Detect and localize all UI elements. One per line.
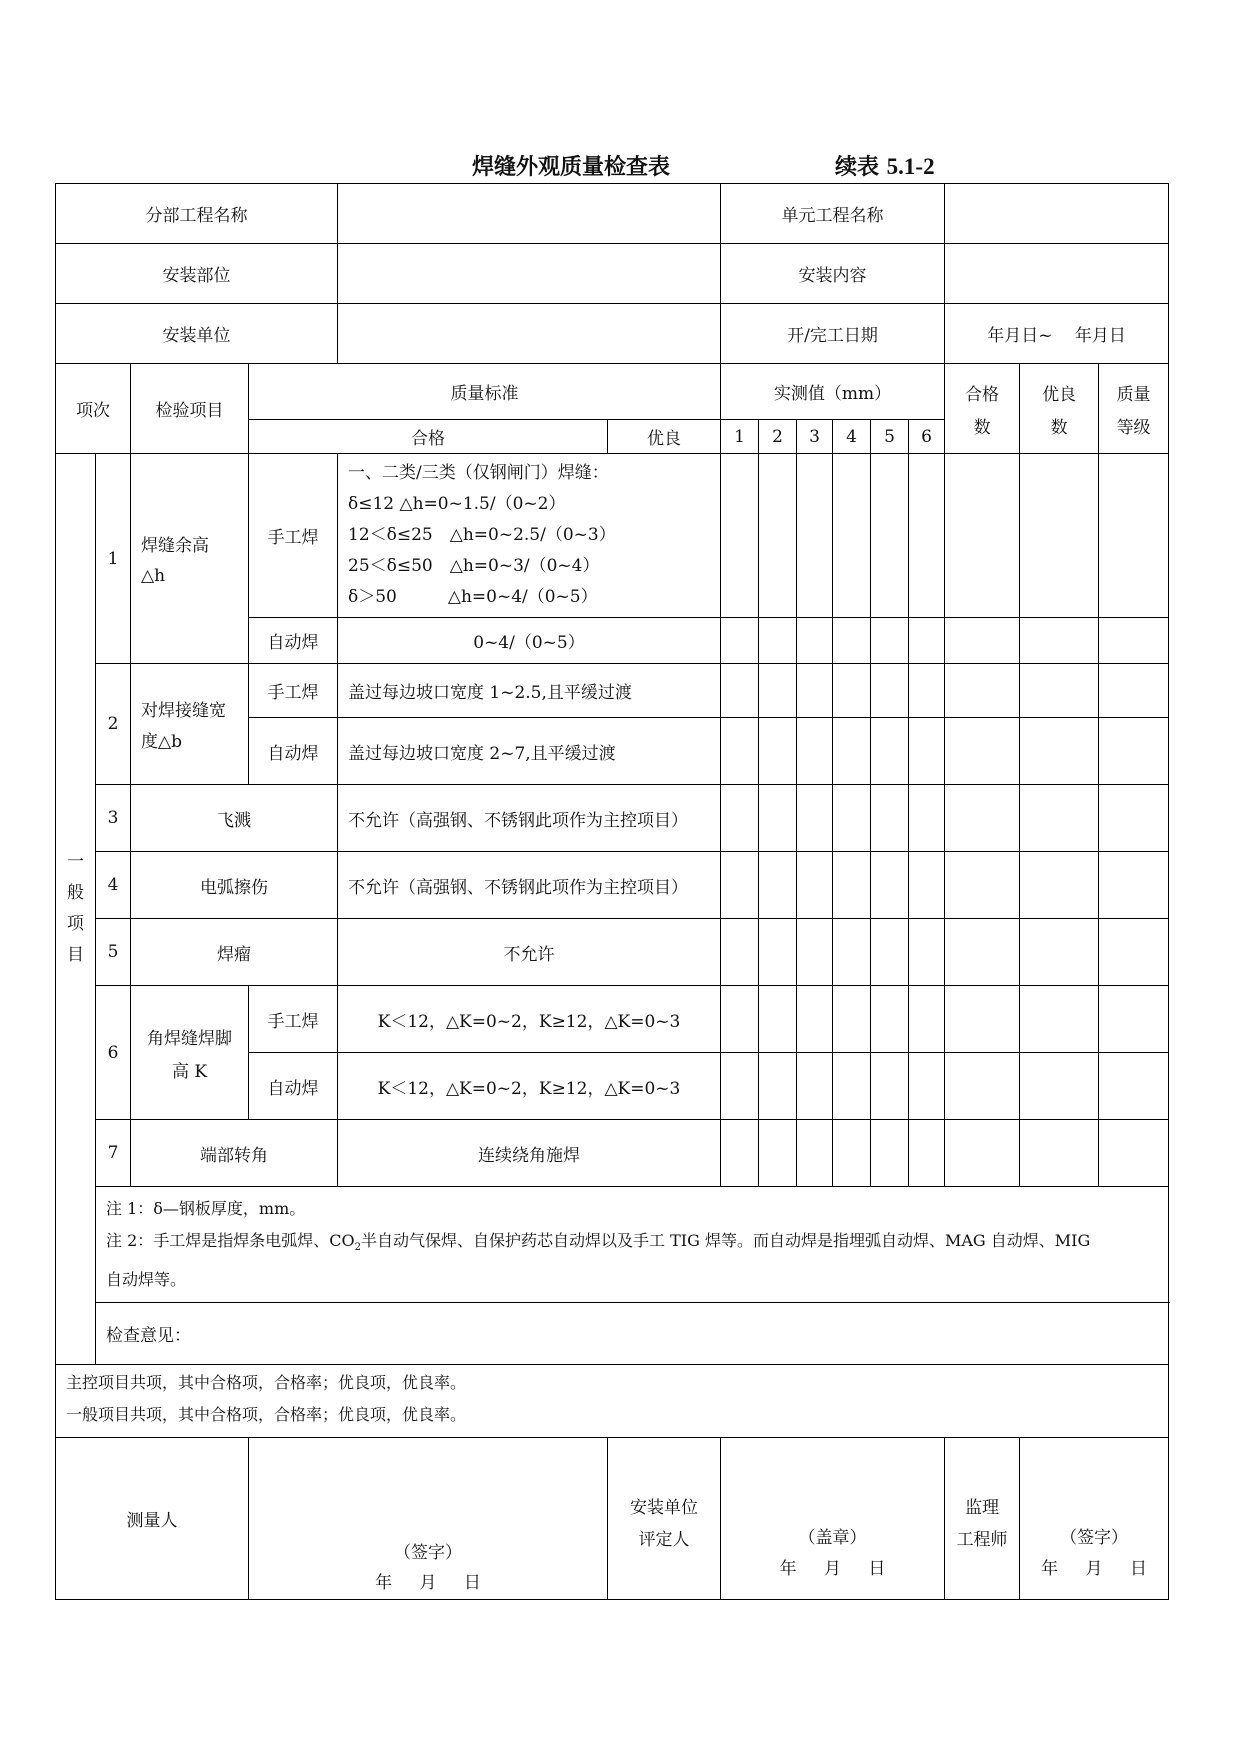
measure-cell[interactable] — [759, 718, 797, 785]
install-company-label: 安装单位 — [56, 304, 338, 364]
measure-cell[interactable] — [833, 919, 871, 986]
table-row-3 — [56, 785, 1169, 852]
measure-cell[interactable] — [833, 1120, 871, 1187]
grade-cell[interactable] — [1099, 785, 1169, 852]
measure-cell[interactable] — [909, 986, 945, 1053]
measure-cell[interactable] — [797, 718, 833, 785]
method-auto-1: 自动焊 — [249, 618, 338, 664]
pass-count-cell[interactable] — [945, 986, 1020, 1053]
pass-count-cell[interactable] — [945, 785, 1020, 852]
measure-cell[interactable] — [721, 664, 759, 718]
measure-cell[interactable] — [721, 718, 759, 785]
measure-cell[interactable] — [871, 1120, 909, 1187]
seal-label: （盖章） — [798, 1528, 867, 1549]
evaluator-label-cell — [608, 1438, 721, 1600]
supervisor-label-2: 工程师 — [956, 1530, 1008, 1551]
excellent-count-cell[interactable] — [1020, 1053, 1099, 1120]
measure-cell[interactable] — [759, 618, 797, 664]
standard-1-manual: 一、二类/三类（仅钢闸门）焊缝： δ≤12 △h=0~1.5/（0~2） 12＜δ≤25 △h=0~2.5/（0~3） 25＜δ≤50 △h=0~3/（0~4） δ＞50 △h=0~4/（0~5） — [338, 454, 721, 618]
supervisor-label-cell — [945, 1438, 1020, 1600]
date-label-3: 年 月 日 — [1041, 1559, 1147, 1580]
method-manual-2: 手工焊 — [249, 664, 338, 718]
measure-cell[interactable] — [721, 986, 759, 1053]
measure-cell[interactable] — [797, 852, 833, 919]
measure-cell[interactable] — [797, 1120, 833, 1187]
measure-cell[interactable] — [909, 664, 945, 718]
measure-cell[interactable] — [721, 852, 759, 919]
measure-cell[interactable] — [759, 919, 797, 986]
measure-cell[interactable] — [721, 919, 759, 986]
col-measured: 实测值（mm） — [721, 364, 945, 420]
note-2: 注 2：手工焊是指焊条电弧焊、$CO_2$半自动气保焊、自保护药芯自动焊以及手工 TIG 焊等。而自动焊是指埋弧自动焊、MAG 自动焊、MIG — [106, 1231, 1091, 1254]
document-title: 焊缝外观质量检查表 — [472, 154, 671, 180]
signature-row — [56, 1438, 1169, 1600]
pass-count-cell[interactable] — [945, 1120, 1020, 1187]
measure-cell[interactable] — [797, 664, 833, 718]
pass-count-cell[interactable] — [945, 852, 1020, 919]
col-measure-4: 4 — [833, 420, 871, 454]
measure-cell[interactable] — [721, 1120, 759, 1187]
col-pass-count: 合格 数 — [945, 364, 1020, 454]
measure-cell[interactable] — [797, 618, 833, 664]
measure-cell[interactable] — [833, 454, 871, 618]
item-no-2: 2 — [96, 664, 131, 785]
measure-cell[interactable] — [909, 785, 945, 852]
evaluator-label-1: 安装单位 — [630, 1498, 698, 1519]
method-auto-2: 自动焊 — [249, 718, 338, 785]
sign-label-1: （签字） — [394, 1543, 462, 1564]
col-measure-5: 5 — [871, 420, 909, 454]
date-label-1: 年 月 日 — [375, 1573, 481, 1594]
col-measure-2: 2 — [759, 420, 797, 454]
measure-cell[interactable] — [721, 1053, 759, 1120]
measure-cell[interactable] — [909, 1053, 945, 1120]
standard-6-auto: K＜12，△K=0~2，K≥12，△K=0~3 — [338, 1053, 721, 1120]
measure-cell[interactable] — [833, 718, 871, 785]
pass-count-cell[interactable] — [945, 718, 1020, 785]
standard-2-auto: 盖过每边坡口宽度 2~7,且平缓过渡 — [338, 718, 721, 785]
excellent-count-cell[interactable] — [1020, 454, 1099, 618]
item-no-1: 1 — [96, 454, 131, 664]
excellent-count-cell[interactable] — [1020, 718, 1099, 785]
item-spatter: 飞溅 — [131, 785, 338, 852]
method-auto-6: 自动焊 — [249, 1053, 338, 1120]
measure-cell[interactable] — [721, 618, 759, 664]
grade-cell[interactable] — [1099, 618, 1169, 664]
measure-cell[interactable] — [833, 1053, 871, 1120]
table-number: 续表 5.1-2 — [835, 154, 935, 180]
document-title-bar — [0, 150, 1241, 182]
measure-cell[interactable] — [759, 1120, 797, 1187]
install-content-label: 安装内容 — [721, 244, 945, 304]
supervisor-signature-cell[interactable] — [1020, 1438, 1169, 1600]
inspection-opinion-row — [56, 1303, 1169, 1365]
category-general-items: 一般项目 — [56, 454, 96, 1365]
standard-3: 不允许（高强钢、不锈钢此项作为主控项目） — [338, 785, 721, 852]
excellent-count-cell[interactable] — [1020, 785, 1099, 852]
item-butt-weld-width: 对焊接缝宽 度△b — [131, 664, 249, 785]
standard-1-auto: 0~4/（0~5） — [338, 618, 721, 664]
summary — [56, 1365, 1169, 1438]
table-row-6-manual — [56, 986, 1169, 1053]
measure-cell[interactable] — [871, 664, 909, 718]
surveyor-label: 测量人 — [126, 1511, 178, 1532]
inspection-opinion[interactable]: 检查意见： — [96, 1303, 1169, 1365]
measure-cell[interactable] — [797, 785, 833, 852]
evaluator-label-2: 评定人 — [638, 1530, 690, 1551]
col-check-item: 检验项目 — [131, 364, 249, 454]
excellent-count-cell[interactable] — [1020, 1120, 1099, 1187]
table-row-4 — [56, 852, 1169, 919]
col-excellent-count: 优良 数 — [1020, 364, 1099, 454]
item-no-4: 4 — [96, 852, 131, 919]
item-no-3: 3 — [96, 785, 131, 852]
measure-cell[interactable] — [871, 718, 909, 785]
col-measure-6: 6 — [909, 420, 945, 454]
col-qualified: 合格 — [249, 420, 608, 454]
measure-cell[interactable] — [833, 852, 871, 919]
standard-6-manual: K＜12，△K=0~2，K≥12，△K=0~3 — [338, 986, 721, 1053]
measure-cell[interactable] — [871, 785, 909, 852]
measure-cell[interactable] — [759, 454, 797, 618]
standard-7: 连续绕角施焊 — [338, 1120, 721, 1187]
item-fillet-leg: 角焊缝焊脚 高 K — [131, 986, 249, 1120]
measure-cell[interactable] — [871, 986, 909, 1053]
grade-cell[interactable] — [1099, 454, 1169, 618]
method-manual-6: 手工焊 — [249, 986, 338, 1053]
item-no-6: 6 — [96, 986, 131, 1120]
item-no-5: 5 — [96, 919, 131, 986]
unit-project-name-field[interactable] — [945, 184, 1169, 244]
header-row-2 — [56, 244, 1169, 304]
grade-cell[interactable] — [1099, 1053, 1169, 1120]
evaluator-signature-cell[interactable] — [721, 1438, 945, 1600]
measure-cell[interactable] — [759, 852, 797, 919]
measure-cell[interactable] — [833, 664, 871, 718]
supervisor-label-1: 监理 — [965, 1498, 1000, 1519]
measure-cell[interactable] — [797, 1053, 833, 1120]
pass-count-cell[interactable] — [945, 454, 1020, 618]
measure-cell[interactable] — [759, 664, 797, 718]
summary-main: 主控项目共项，其中合格项，合格率；优良项，优良率。 — [66, 1373, 467, 1393]
grade-cell[interactable] — [1099, 1120, 1169, 1187]
col-quality-standard: 质量标准 — [249, 364, 721, 420]
table-row-7 — [56, 1120, 1169, 1187]
excellent-count-cell[interactable] — [1020, 852, 1099, 919]
grade-cell[interactable] — [1099, 852, 1169, 919]
notes — [96, 1187, 1169, 1303]
item-no-7: 7 — [96, 1120, 131, 1187]
item-weld-overlap: 焊瘤 — [131, 919, 338, 986]
excellent-count-cell[interactable] — [1020, 664, 1099, 718]
measure-cell[interactable] — [871, 454, 909, 618]
measure-cell[interactable] — [871, 1053, 909, 1120]
excellent-count-cell[interactable] — [1020, 919, 1099, 986]
col-quality-grade: 质量 等级 — [1099, 364, 1169, 454]
measure-cell[interactable] — [909, 618, 945, 664]
grade-cell[interactable] — [1099, 919, 1169, 986]
notes-row — [56, 1187, 1169, 1303]
measure-cell[interactable] — [909, 919, 945, 986]
measure-cell[interactable] — [759, 986, 797, 1053]
unit-project-name-label: 单元工程名称 — [721, 184, 945, 244]
measure-cell[interactable] — [759, 785, 797, 852]
measure-cell[interactable] — [871, 919, 909, 986]
table-row-5 — [56, 919, 1169, 986]
sign-label-3: （签字） — [1060, 1528, 1129, 1549]
measure-cell[interactable] — [721, 454, 759, 618]
measure-cell[interactable] — [797, 919, 833, 986]
excellent-count-cell[interactable] — [1020, 986, 1099, 1053]
install-company-field[interactable] — [338, 304, 721, 364]
surveyor-signature-cell[interactable] — [249, 1438, 608, 1600]
note-1: 注 1：δ—钢板厚度，mm。 — [106, 1199, 306, 1218]
install-location-field[interactable] — [338, 244, 721, 304]
excellent-count-cell[interactable] — [1020, 618, 1099, 664]
measure-cell[interactable] — [797, 454, 833, 618]
install-content-field[interactable] — [945, 244, 1169, 304]
standard-4: 不允许（高强钢、不锈钢此项作为主控项目） — [338, 852, 721, 919]
summary-general: 一般项目共项，其中合格项，合格率；优良项，优良率。 — [66, 1405, 467, 1425]
measure-cell[interactable] — [909, 1120, 945, 1187]
table-row-1-manual — [56, 454, 1169, 618]
summary-row — [56, 1365, 1169, 1438]
measure-cell[interactable] — [721, 785, 759, 852]
method-manual-1: 手工焊 — [249, 454, 338, 618]
pass-count-cell[interactable] — [945, 919, 1020, 986]
measure-cell[interactable] — [833, 618, 871, 664]
install-location-label: 安装部位 — [56, 244, 338, 304]
col-measure-1: 1 — [721, 420, 759, 454]
grade-cell[interactable] — [1099, 986, 1169, 1053]
measure-cell[interactable] — [871, 852, 909, 919]
item-end-corner: 端部转角 — [131, 1120, 338, 1187]
col-excellent: 优良 — [608, 420, 721, 454]
measure-cell[interactable] — [833, 986, 871, 1053]
header-row-3 — [56, 304, 1169, 364]
sub-project-name-label: 分部工程名称 — [56, 184, 338, 244]
date-label-2: 年 月 日 — [779, 1559, 886, 1580]
col-item-no: 项次 — [56, 364, 131, 454]
standard-5: 不允许 — [338, 919, 721, 986]
note-2-cont: 自动焊等。 — [106, 1270, 187, 1290]
measure-cell[interactable] — [759, 1053, 797, 1120]
measure-cell[interactable] — [909, 852, 945, 919]
header-row-1 — [56, 184, 1169, 244]
date-label: 开/完工日期 — [721, 304, 945, 364]
item-arc-strike: 电弧擦伤 — [131, 852, 338, 919]
surveyor-label-cell — [56, 1438, 249, 1600]
column-header-row-1 — [56, 364, 1169, 420]
measure-cell[interactable] — [909, 718, 945, 785]
standard-2-manual: 盖过每边坡口宽度 1~2.5,且平缓过渡 — [338, 664, 721, 718]
pass-count-cell[interactable] — [945, 618, 1020, 664]
grade-cell[interactable] — [1099, 718, 1169, 785]
measure-cell[interactable] — [833, 785, 871, 852]
measure-cell[interactable] — [871, 618, 909, 664]
grade-cell[interactable] — [1099, 664, 1169, 718]
col-measure-3: 3 — [797, 420, 833, 454]
pass-count-cell[interactable] — [945, 1053, 1020, 1120]
sub-project-name-field[interactable] — [338, 184, 721, 244]
table-row-2-manual — [56, 664, 1169, 718]
inspection-table — [55, 183, 1169, 1600]
item-weld-reinforcement: 焊缝余高 △h — [131, 454, 249, 664]
date-field[interactable]: 年月日~ 年月日 — [945, 304, 1169, 364]
measure-cell[interactable] — [797, 986, 833, 1053]
pass-count-cell[interactable] — [945, 664, 1020, 718]
measure-cell[interactable] — [909, 454, 945, 618]
